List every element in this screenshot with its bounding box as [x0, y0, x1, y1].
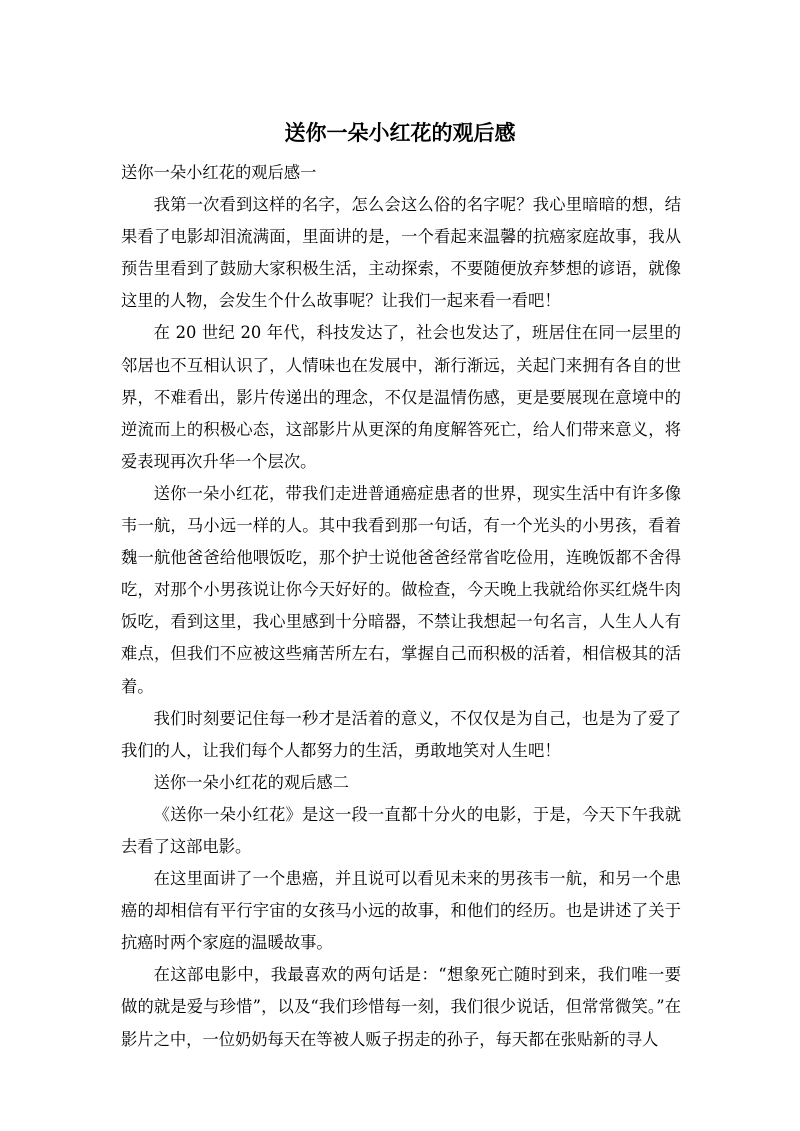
paragraph: 《送你一朵小红花》是这一段一直都十分火的电影，于是，今天下午我就去看了这部电影。	[121, 804, 681, 856]
section-heading-1: 送你一朵小红花的观后感一	[121, 163, 317, 182]
section-heading-2: 送你一朵小红花的观后感二	[153, 772, 349, 792]
paragraph: 在这部电影中，我最喜欢的两句话是：“想象死亡随时到来，我们唯一要做的就是爱与珍惜”，以及“我们珍惜每一刻，我们很少说话，但常常微笑。”在影片之中，一位奶奶每天在等被人贩子拐走的孙子，每天都在张贴新的寻人	[121, 965, 681, 1049]
paragraph: 我们时刻要记住每一秒才是活着的意义，不仅仅是为自己，也是为了爱了我们的人，让我们每个人都努力的生活，勇敢地笑对人生吧！	[121, 708, 681, 760]
paragraph: 在 20 世纪 20 年代，科技发达了，社会也发达了，班居住在同一层里的邻居也不互相认识了，人情味也在发展中，渐行渐远，关起门来拥有各自的世界，不难看出，影片传递出的理念，不仅是温情伤感，更是要展现在意境中的逆流而上的积极心态，这部影片从更深的角度解答死亡，给人们带来意义，将爱表现再次升华一个层次。	[121, 323, 681, 471]
paragraph: 送你一朵小红花，带我们走进普通癌症患者的世界，现实生活中有许多像韦一航，马小远一样的人。其中我看到那一句话，有一个光头的小男孩，看着魏一航他爸爸给他喂饭吃，那个护士说他爸爸经常省吃俭用，连晚饭都不舍得吃，对那个小男孩说让你今天好好的。做检查，今天晚上我就给你买红烧牛肉饭吃，看到这里，我心里感到十分暗器，不禁让我想起一句名言，人生人人有难点，但我们不应被这些痛苦所左右，掌握自己而积极的活着，相信极其的活着。	[121, 483, 681, 696]
page-title: 送你一朵小红花的观后感	[284, 121, 516, 145]
paragraph: 在这里面讲了一个患癌，并且说可以看见未来的男孩韦一航，和另一个患癌的却相信有平行宇宙的女孩马小远的故事，和他们的经历。也是讲述了关于抗癌时两个家庭的温暖故事。	[121, 869, 681, 953]
document-body	[121, 157, 681, 1056]
paragraph: 我第一次看到这样的名字，怎么会这么俗的名字呢？我心里暗暗的想，结果看了电影却泪流满面，里面讲的是，一个看起来温馨的抗癌家庭故事，我从预告里看到了鼓励大家积极生活，主动探索，不要随便放弃梦想的谚语，就像这里的人物，会发生个什么故事呢？让我们一起来看一看吧！	[121, 195, 681, 311]
